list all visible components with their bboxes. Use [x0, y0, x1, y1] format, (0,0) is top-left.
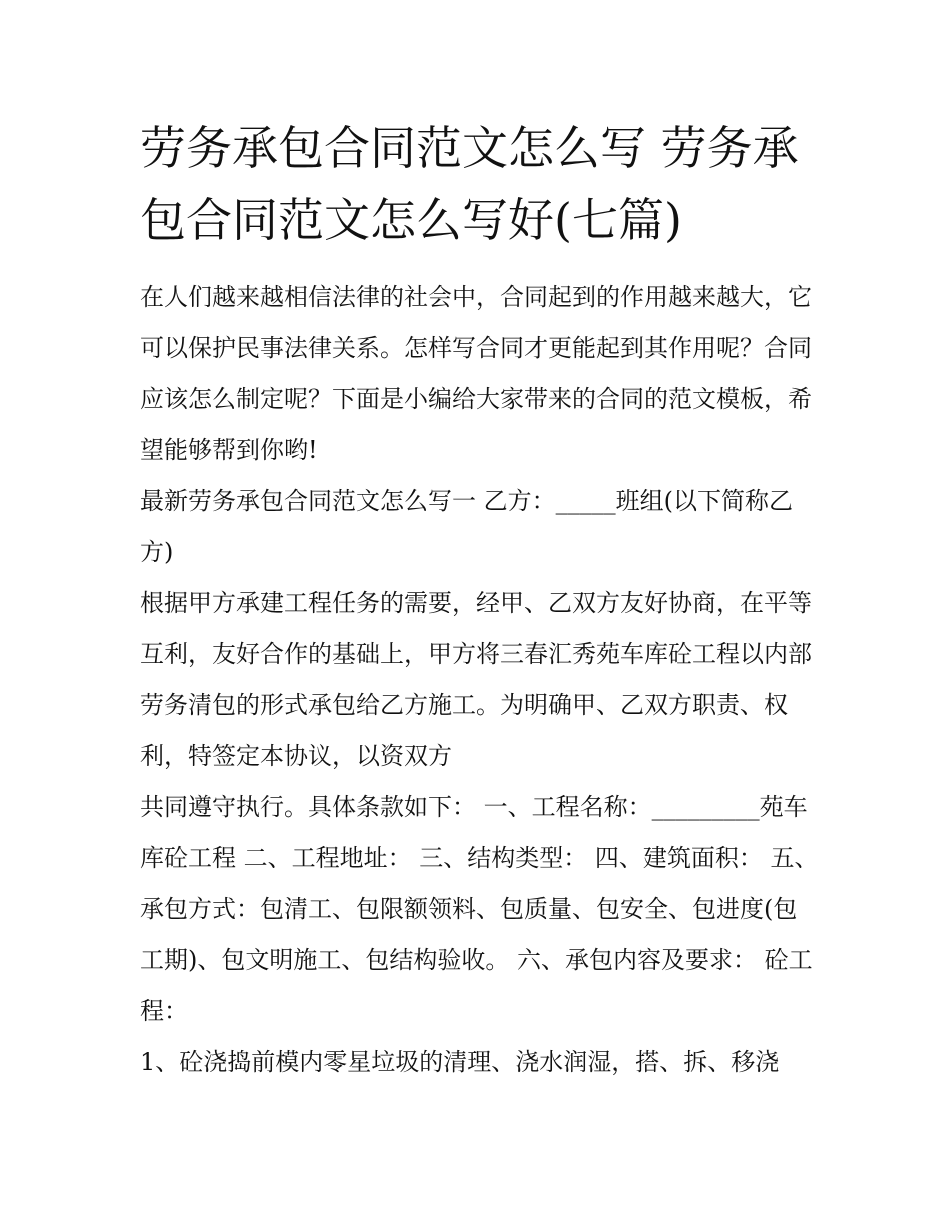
- paragraph-agreement-basis: 根据甲方承建工程任务的需要，经甲、乙双方友好协商，在平等互利，友好合作的基础上，甲方将三春汇秀苑车库砼工程以内部劳务清包的形式承包给乙方施工。为明确甲、乙双方职责、权利，特签定本协议，以资双方: [140, 589, 812, 770]
- paragraph-party-b: 最新劳务承包合同范文怎么写一 乙方：_____班组(以下简称乙方): [140, 487, 793, 566]
- paragraph-terms: 共同遵守执行。具体条款如下： 一、工程名称：_________苑车库砼工程 二、工程地址： 三、结构类型： 四、建筑面积： 五、承包方式：包清工、包限额领料、包质量、包安全、包进度(包工期)、包文明施工、包结构验收。 六、承包内容及要求： 砼工程：: [140, 793, 819, 1025]
- paragraph-item-1: 1、砼浇捣前模内零星垃圾的清理、浇水润湿，搭、拆、移浇: [140, 1048, 780, 1076]
- document-title: 劳务承包合同范文怎么写 劳务承包合同范文怎么写好(七篇): [140, 121, 799, 247]
- paragraph-intro: 在人们越来越相信法律的社会中，合同起到的作用越来越大，它可以保护民事法律关系。怎样写合同才更能起到其作用呢？合同应该怎么制定呢？下面是小编给大家带来的合同的范文模板，希望能够帮到你哟!: [140, 283, 812, 464]
- document-body: [140, 272, 820, 1088]
